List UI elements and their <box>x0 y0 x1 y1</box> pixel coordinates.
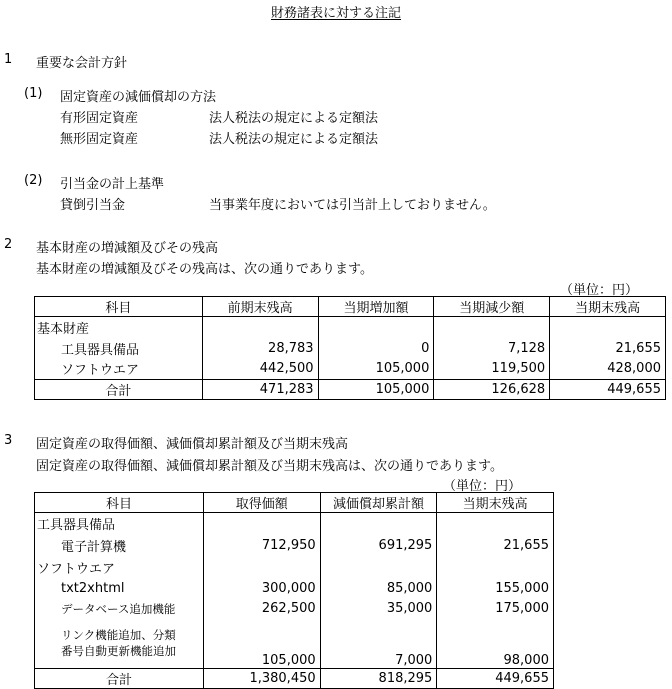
value-cell: 155,000 <box>437 579 554 599</box>
value-cell: 119,500 <box>434 359 550 380</box>
total-row <box>35 380 666 400</box>
value-cell: 691,295 <box>320 535 437 557</box>
table-header-row <box>35 297 666 317</box>
table-row <box>35 338 666 359</box>
column-header: 取得価額 <box>203 493 320 513</box>
total-label: 合計 <box>35 669 204 689</box>
table-row <box>35 619 554 669</box>
section-1-number: 1 <box>4 52 13 67</box>
policy-1-value: 法人税法の規定による定額法 <box>209 111 379 126</box>
value-cell: 98,000 <box>437 619 554 669</box>
value-cell: 818,295 <box>320 669 437 689</box>
column-header: 科目 <box>35 493 204 513</box>
value-cell: 105,000 <box>203 619 320 669</box>
unit-label: （単位：円） <box>443 479 522 494</box>
item-cell: データベース追加機能 <box>35 599 204 619</box>
value-cell: 21,655 <box>437 535 554 557</box>
endowment-table <box>34 296 666 400</box>
policy-1-value: 法人税法の規定による定額法 <box>209 132 379 147</box>
category-cell: ソフトウエア <box>35 557 204 579</box>
category-cell: 工具器具備品 <box>35 513 204 535</box>
value-cell: 105,000 <box>318 380 434 400</box>
value-cell: 300,000 <box>203 579 320 599</box>
value-cell: 85,000 <box>320 579 437 599</box>
table-row <box>35 535 554 557</box>
total-row <box>35 669 554 689</box>
policy-1-heading: 固定資産の減価償却の方法 <box>60 90 217 105</box>
value-cell: 21,655 <box>550 338 666 359</box>
table-row <box>35 359 666 380</box>
policy-2-key: 貸倒引当金 <box>60 198 126 213</box>
item-cell: ソフトウエア <box>35 359 203 380</box>
column-header: 科目 <box>35 297 203 317</box>
value-cell: 428,000 <box>550 359 666 380</box>
value-cell: 471,283 <box>202 380 318 400</box>
policy-2-heading: 引当金の計上基準 <box>60 177 165 192</box>
item-cell <box>35 619 204 669</box>
section-3-heading: 固定資産の取得価額、減価償却累計額及び当期末残高 <box>36 437 349 452</box>
fixed-assets-table <box>34 492 554 689</box>
value-cell: 28,783 <box>202 338 318 359</box>
value-cell: 262,500 <box>203 599 320 619</box>
item-cell: 工具器具備品 <box>35 338 203 359</box>
section-2-heading: 基本財産の増減額及びその残高 <box>36 241 219 256</box>
column-header: 当期末残高 <box>437 493 554 513</box>
table-row <box>35 557 554 579</box>
value-cell: 712,950 <box>203 535 320 557</box>
column-header: 前期末残高 <box>202 297 318 317</box>
value-cell: 126,628 <box>434 380 550 400</box>
section-3-number: 3 <box>4 433 13 448</box>
column-header: 当期末残高 <box>550 297 666 317</box>
value-cell: 35,000 <box>320 599 437 619</box>
value-cell: 449,655 <box>550 380 666 400</box>
column-header: 減価償却累計額 <box>320 493 437 513</box>
value-cell: 105,000 <box>318 359 434 380</box>
section-3-lead: 固定資産の取得価額、減価償却累計額及び当期末残高は、次の通りであります。 <box>36 459 503 474</box>
value-cell: 0 <box>318 338 434 359</box>
item-line: リンク機能追加、分類 <box>61 628 176 643</box>
section-2-number: 2 <box>4 237 13 252</box>
item-line: 番号自動更新機能追加 <box>61 644 176 659</box>
column-header: 当期減少額 <box>434 297 550 317</box>
total-label: 合計 <box>35 380 203 400</box>
section-2-lead: 基本財産の増減額及びその残高は、次の通りであります。 <box>36 262 373 277</box>
table-row <box>35 599 554 619</box>
policy-2-value: 当事業年度においては引当計上しておりません。 <box>209 198 496 213</box>
table-header-row <box>35 493 554 513</box>
value-cell: 7,000 <box>320 619 437 669</box>
value-cell: 175,000 <box>437 599 554 619</box>
policy-2-number: (2) <box>24 173 43 188</box>
value-cell: 7,128 <box>434 338 550 359</box>
table-row <box>35 513 554 535</box>
unit-label: （単位：円） <box>560 283 639 298</box>
table-row <box>35 317 666 338</box>
item-cell: 電子計算機 <box>35 535 204 557</box>
section-1-heading: 重要な会計方針 <box>36 56 128 71</box>
table-row <box>35 579 554 599</box>
category-cell: 基本財産 <box>35 317 203 338</box>
policy-1-key: 有形固定資産 <box>60 111 139 126</box>
page-title: 財務諸表に対する注記 <box>270 6 401 21</box>
column-header: 当期増加額 <box>318 297 434 317</box>
value-cell: 1,380,450 <box>203 669 320 689</box>
policy-1-number: (1) <box>24 86 43 101</box>
policy-1-key: 無形固定資産 <box>60 132 139 147</box>
value-cell: 442,500 <box>202 359 318 380</box>
value-cell: 449,655 <box>437 669 554 689</box>
item-cell: txt2xhtml <box>35 579 204 599</box>
